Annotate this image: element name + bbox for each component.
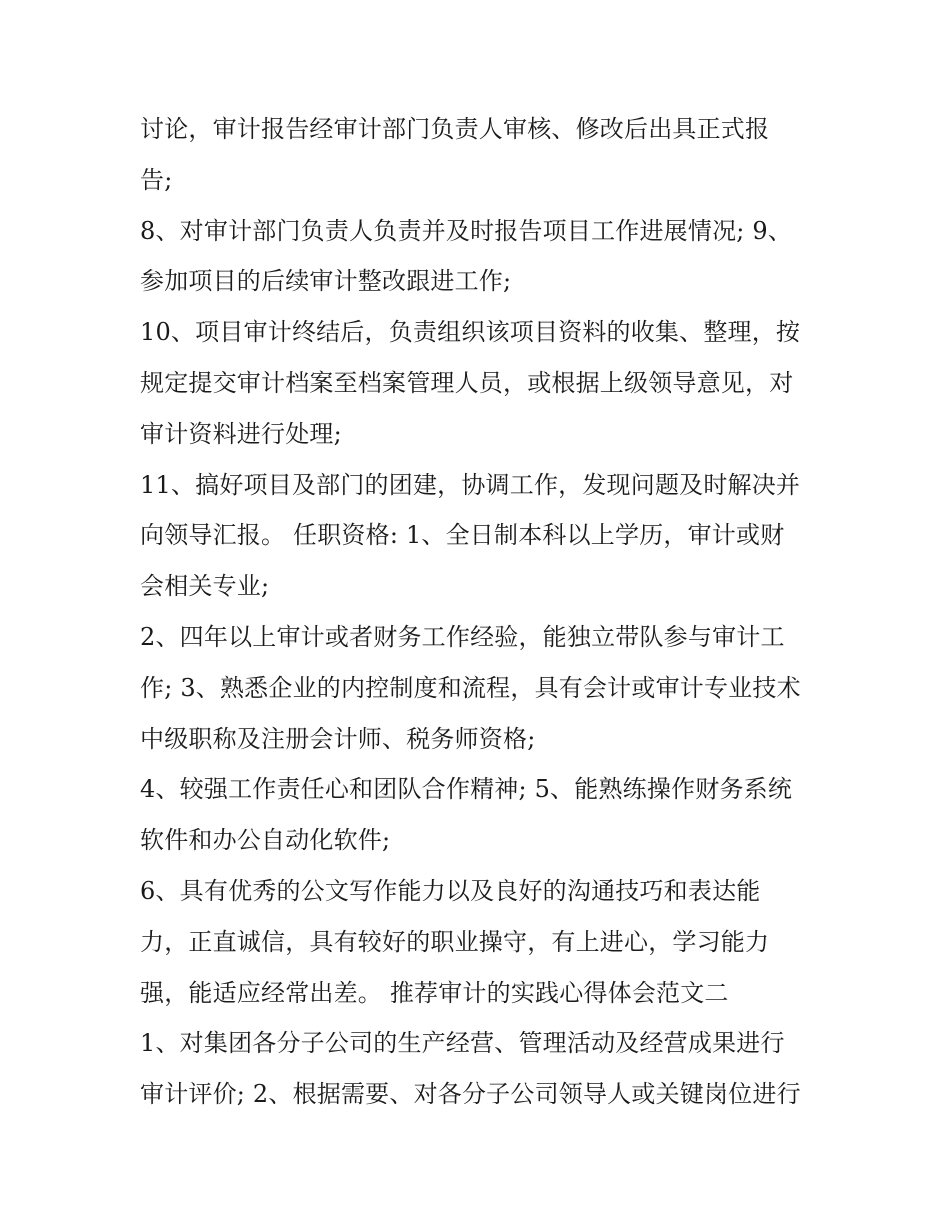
text-line: 向领导汇报。 任职资格: 1、全日制本科以上学历，审计或财 — [140, 521, 785, 550]
text-line: 4、较强工作责任心和团队合作精神; 5、能熟练操作财务系统 — [140, 775, 793, 804]
text-line: 审计评价; 2、根据需要、对各分子公司领导人或关键岗位进行 — [140, 1080, 801, 1109]
text-line: 力，正直诚信，具有较好的职业操守，有上进心，学习能力 — [140, 927, 770, 956]
text-line: 作; 3、熟悉企业的内控制度和流程，具有会计或审计专业技术 — [140, 673, 801, 702]
text-line: 告; — [140, 165, 173, 194]
document-body — [140, 104, 820, 1120]
text-line: 规定提交审计档案至档案管理人员，或根据上级领导意见，对 — [140, 368, 794, 397]
text-line: 8、对审计部门负责人负责并及时报告项目工作进展情况; 9、 — [140, 216, 793, 245]
text-line: 11、搞好项目及部门的团建，协调工作，发现问题及时解决并 — [140, 470, 801, 499]
text-line: 强，能适应经常出差。 推荐审计的实践心得体会范文二 — [140, 978, 729, 1007]
text-line: 1、对集团各分子公司的生产经营、管理活动及经营成果进行 — [140, 1029, 785, 1058]
text-line: 讨论，审计报告经审计部门负责人审核、修改后出具正式报 — [140, 115, 770, 143]
text-line: 中级职称及注册会计师、税务师资格; — [140, 724, 536, 753]
text-line: 参加项目的后续审计整改跟进工作; — [140, 267, 512, 296]
text-line: 6、具有优秀的公文写作能力以及良好的沟通技巧和表达能 — [140, 876, 761, 905]
text-line: 2、四年以上审计或者财务工作经验，能独立带队参与审计工 — [140, 622, 785, 651]
text-line: 10、项目审计终结后，负责组织该项目资料的收集、整理，按 — [140, 318, 801, 347]
text-line: 会相关专业; — [140, 572, 270, 601]
text-line: 审计资料进行处理; — [140, 419, 342, 448]
text-line: 软件和办公自动化软件; — [140, 826, 391, 855]
